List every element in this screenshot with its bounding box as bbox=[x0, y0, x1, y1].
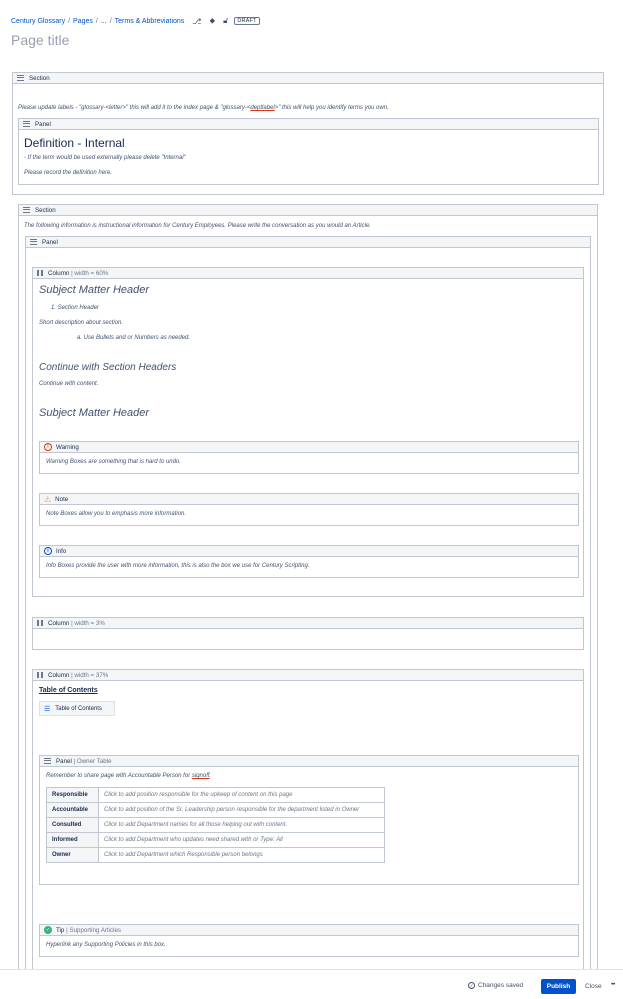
note-text: Note Boxes allow you to emphasis more information. bbox=[46, 511, 187, 517]
definition-heading: Definition - Internal bbox=[24, 136, 125, 150]
section-macro-2[interactable] bbox=[18, 204, 598, 984]
deptlabel-text: deptlabel bbox=[250, 105, 275, 111]
warning-text: Warning Boxes are something that is hard to undo. bbox=[46, 459, 181, 465]
short-description: Short description about section. bbox=[39, 320, 124, 326]
note-macro[interactable] bbox=[39, 493, 579, 526]
section-macro-1[interactable] bbox=[12, 72, 604, 195]
section-label: Section bbox=[29, 74, 50, 82]
tip-param-separator: | bbox=[66, 926, 70, 934]
column-label: Column bbox=[48, 671, 70, 679]
panel-param-separator: | bbox=[73, 757, 77, 765]
publish-button[interactable]: Publish bbox=[541, 979, 576, 994]
note-warning-triangle-icon: ⚠ bbox=[44, 494, 52, 504]
restrictions-lock-icon[interactable]: 🔓︎ bbox=[223, 16, 229, 25]
signoff-reminder-text: Remember to share page with Accountable Person for bbox=[46, 773, 192, 779]
breadcrumb-separator: / bbox=[109, 17, 112, 25]
column-macro-60[interactable] bbox=[32, 267, 584, 597]
page-title-input[interactable]: Page title bbox=[11, 32, 70, 48]
signoff-reminder bbox=[46, 773, 211, 779]
warning-macro[interactable] bbox=[39, 441, 579, 474]
section-macro-header[interactable] bbox=[13, 73, 603, 84]
labels-instruction-text: Please update labels - "glossary-<letter>" this will add it to the index page & "glossary-< bbox=[18, 105, 251, 111]
table-row-value[interactable]: Click to add Department names for all those helping out with content. bbox=[99, 818, 385, 833]
tip-text: Hyperlink any Supporting Policies in this box. bbox=[46, 942, 166, 948]
panel-icon bbox=[23, 121, 30, 127]
warning-macro-header[interactable] bbox=[40, 442, 578, 453]
save-status-text: Changes saved bbox=[478, 982, 524, 989]
table-row-value[interactable]: Click to add Department which Responsible person belongs bbox=[99, 848, 385, 863]
owner-table bbox=[46, 787, 385, 863]
column-width-param: width = 37% bbox=[74, 671, 109, 679]
info-icon: i bbox=[44, 547, 52, 555]
column-param-separator: | bbox=[71, 269, 75, 277]
section-intro: The following information is instructional information for Century Employees. Please write the conversation as you would an Article. bbox=[24, 223, 371, 229]
continue-text: Continue with content. bbox=[39, 381, 99, 387]
table-row-value[interactable]: Click to add position responsible for the upkeep of content on this page bbox=[99, 788, 385, 803]
column-width-param: width = 60% bbox=[74, 269, 109, 277]
page-tree-icon[interactable]: ⎇ bbox=[192, 16, 202, 26]
section-label: Section bbox=[35, 206, 56, 214]
table-row bbox=[47, 833, 385, 848]
breadcrumb-current[interactable]: Terms & Abbreviations bbox=[114, 17, 185, 25]
section-icon bbox=[23, 207, 30, 213]
signoff-reminder-end: . bbox=[209, 773, 212, 779]
column-icon bbox=[37, 270, 43, 276]
column-param-separator: | bbox=[71, 619, 75, 627]
breadcrumb-ellipsis[interactable]: ... bbox=[100, 17, 107, 25]
toc-heading: Table of Contents bbox=[39, 687, 98, 694]
panel-label: Panel bbox=[42, 238, 58, 246]
table-row-key: Owner bbox=[47, 848, 99, 863]
info-macro[interactable] bbox=[39, 545, 579, 578]
save-status bbox=[468, 982, 523, 989]
labels-instruction bbox=[18, 105, 389, 111]
info-text: Info Boxes provide the user with more information, this is also the box we use for Century Scripting. bbox=[46, 563, 310, 569]
breadcrumb bbox=[11, 16, 260, 26]
owner-table-panel[interactable] bbox=[39, 755, 579, 885]
continue-header: Continue with Section Headers bbox=[39, 362, 177, 373]
panel-icon bbox=[30, 239, 37, 245]
panel-macro-header[interactable] bbox=[26, 237, 590, 248]
breadcrumb-space[interactable]: Century Glossary bbox=[11, 17, 66, 25]
table-row bbox=[47, 803, 385, 818]
table-row-key: Consulted bbox=[47, 818, 99, 833]
tip-macro[interactable] bbox=[39, 924, 579, 957]
panel-title-param: Owner Table bbox=[76, 757, 112, 765]
tip-title-param: Supporting Articles bbox=[69, 926, 122, 934]
warning-icon: ! bbox=[44, 443, 52, 451]
toc-macro[interactable] bbox=[39, 701, 115, 716]
column-macro-37[interactable] bbox=[32, 669, 584, 999]
table-row-key: Accountable bbox=[47, 803, 99, 818]
check-circle-icon: ✓ bbox=[469, 982, 474, 988]
labels-instruction-text-end: >" this will help you identify terms you own. bbox=[274, 105, 389, 111]
breadcrumb-separator: / bbox=[68, 17, 71, 25]
column-icon bbox=[37, 620, 43, 626]
panel-macro-header[interactable] bbox=[40, 756, 578, 767]
tip-check-icon: ✓ bbox=[45, 927, 51, 933]
note-macro-header[interactable] bbox=[40, 494, 578, 505]
toc-list-icon: ☰ bbox=[44, 705, 51, 713]
column-label: Column bbox=[48, 619, 70, 627]
warning-label: Warning bbox=[56, 443, 79, 451]
table-row bbox=[47, 788, 385, 803]
signoff-text: signoff bbox=[191, 773, 210, 779]
list-item: 1. Section Header bbox=[51, 305, 100, 311]
table-row-key: Responsible bbox=[47, 788, 99, 803]
definition-note: - If the term would be used externally please delete "Internal" bbox=[24, 155, 186, 161]
draft-badge: DRAFT bbox=[234, 17, 259, 25]
panel-macro-columns[interactable] bbox=[25, 236, 591, 996]
panel-label: Panel bbox=[35, 120, 51, 128]
table-row bbox=[47, 848, 385, 863]
panel-icon bbox=[44, 758, 51, 764]
tip-label: Tip bbox=[56, 926, 65, 934]
breadcrumb-separator: / bbox=[95, 17, 98, 25]
column-icon bbox=[37, 672, 43, 678]
panel-label: Panel bbox=[56, 757, 72, 765]
panel-macro-definition[interactable] bbox=[18, 118, 599, 185]
more-actions-icon[interactable]: ••• bbox=[611, 982, 615, 988]
column-macro-header[interactable] bbox=[33, 618, 583, 629]
panel-macro-header[interactable] bbox=[19, 119, 598, 130]
definition-placeholder: Please record the definition here. bbox=[24, 170, 113, 176]
table-row-value[interactable]: Click to add Department who updates need shared with or Type: All bbox=[99, 833, 385, 848]
info-macro-header[interactable] bbox=[40, 546, 578, 557]
label-tag-icon[interactable]: ⬥ bbox=[209, 16, 216, 25]
table-row-value[interactable]: Click to add position of the Sr. Leadership person responsible for the department listed in Owner bbox=[99, 803, 385, 818]
column-macro-3[interactable] bbox=[32, 617, 584, 650]
subject-header: Subject Matter Header bbox=[39, 284, 150, 296]
table-row-key: Informed bbox=[47, 833, 99, 848]
note-label: Note bbox=[55, 495, 69, 503]
section-macro-header[interactable] bbox=[19, 205, 597, 216]
tip-macro-header[interactable] bbox=[40, 925, 578, 936]
subject-header-2: Subject Matter Header bbox=[39, 407, 150, 419]
sub-list-item: a. Use Bullets and or Numbers as needed. bbox=[77, 335, 191, 341]
column-macro-header[interactable] bbox=[33, 268, 583, 279]
breadcrumb-pages[interactable]: Pages bbox=[73, 17, 93, 25]
column-label: Column bbox=[48, 269, 70, 277]
column-macro-header[interactable] bbox=[33, 670, 583, 681]
close-button[interactable]: Close bbox=[585, 983, 602, 990]
column-width-param: width = 3% bbox=[74, 619, 105, 627]
column-param-separator: | bbox=[71, 671, 75, 679]
section-icon bbox=[17, 75, 24, 81]
toc-macro-label: Table of Contents bbox=[55, 705, 102, 712]
info-label: Info bbox=[56, 547, 67, 555]
table-row bbox=[47, 818, 385, 833]
editor-footer bbox=[0, 969, 623, 999]
